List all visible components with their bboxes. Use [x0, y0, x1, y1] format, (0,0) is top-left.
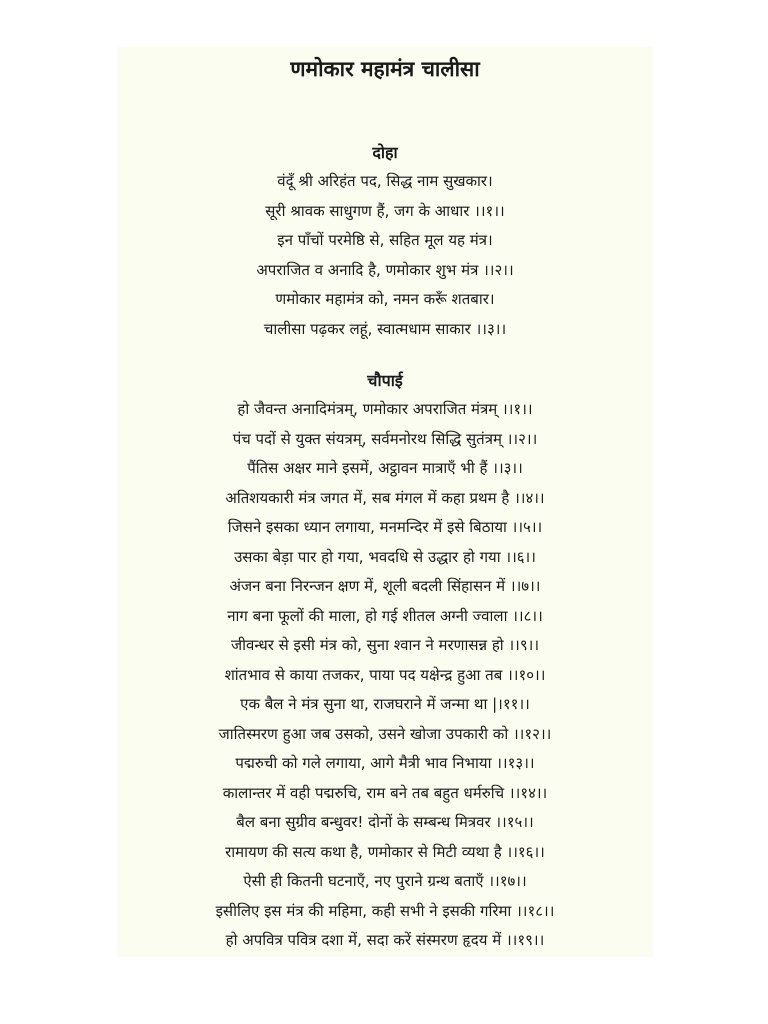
doha-line: सूरी श्रावक साधुगण हैं, जग के आधार ।।१।।	[265, 201, 505, 220]
chaupai-line: बैल बना सुग्रीव बन्धुवर! दोनों के सम्बन्ध मित्रवर ।।१५।।	[236, 813, 534, 831]
chaupai-line: नाग बना फूलों की माला, हो गई शीतल अग्नी ज्वाला ।।८।।	[227, 606, 543, 625]
doha-heading: दोहा	[372, 143, 398, 162]
chaupai-line: अतिशयकारी मंत्र जगत में, सब मंगल में कहा प्रथम है ।।४।।	[225, 488, 545, 507]
doha-line: चालीसा पढ़कर लहूं, स्वात्मधाम साकार ।।३।।	[263, 319, 507, 338]
doha-line: णमोकार महामंत्र को, नमन करूँ शतबार।	[275, 290, 495, 308]
chaupai-line: उसका बेड़ा पार हो गया, भवदधि से उद्धार हो गया ।।६।।	[234, 547, 536, 566]
chaupai-line: शांतभाव से काया तजकर, पाया पद यक्षेन्द्र हुआ तब ।।१०।।	[224, 665, 546, 684]
doha-line: इन पाँचों परमेष्ठि से, सहित मूल यह मंत्र।	[277, 231, 493, 249]
chaupai-line: जीवन्धर से इसी मंत्र को, सुना श्वान ने मरणासन्न हो ।।९।।	[230, 636, 540, 654]
chaupai-line: पंच पदों से युक्त संयत्रम्, सर्वमनोरथ सिद्धि सुतंत्रम् ।।२।।	[232, 429, 538, 448]
doha-line: अपराजित व अनादि है, णमोकार शुभ मंत्र ।।२।।	[256, 260, 514, 279]
chaupai-line: पद्मरुची को गले लगाया, आगे मैत्री भाव निभाया ।।१३।।	[235, 754, 535, 772]
chaupai-line: जातिस्मरण हुआ जब उसको, उसने खोजा उपकारी को ।।१२।।	[218, 724, 552, 743]
chaupai-line: इसीलिए इस मंत्र की महिमा, कही सभी ने इसकी गरिमा ।।१८।।	[215, 901, 555, 920]
doha-section	[117, 139, 653, 344]
chaupai-line: जिसने इसका ध्यान लगाया, मनमन्दिर में इसे बिठाया ।।५।।	[227, 518, 543, 536]
chaupai-line: पैंतिस अक्षर माने इसमें, अट्ठावन मात्राएँ भी हैं ।।३।।	[247, 459, 523, 477]
chaupai-line: ऐसी ही कितनी घटनाएँ, नए पुराने ग्रन्थ बताएँ ।।१७।।	[243, 872, 527, 890]
chaupai-line: एक बैल ने मंत्र सुना था, राजघराने में जन्मा था |।११।।	[240, 695, 530, 713]
document-page	[117, 47, 653, 957]
chaupai-heading: चौपाई	[367, 371, 403, 390]
chaupai-line: हो जैवन्त अनादिमंत्रम्, णमोकार अपराजित मंत्रम् ।।१।।	[237, 400, 533, 418]
chaupai-line: रामायण की सत्य कथा है, णमोकार से मिटी व्यथा है ।।१६।।	[225, 842, 545, 861]
chaupai-line: कालान्तर में वही पद्मरुचि, राम बने तब बहुत धर्मरुचि ।।१४।।	[222, 783, 548, 802]
page-title: णमोकार महामंत्र चालीसा	[290, 57, 480, 81]
chaupai-section	[117, 367, 653, 956]
chaupai-line: हो अपवित्र पवित्र दशा में, सदा करें संस्मरण हृदय में ।।१९।।	[225, 931, 545, 949]
doha-line: वंदूँ श्री अरिहंत पद, सिद्ध नाम सुखकार।	[277, 172, 493, 190]
chaupai-line: अंजन बना निरन्जन क्षण में, शूली बदली सिंहासन में ।।७।।	[229, 577, 541, 595]
